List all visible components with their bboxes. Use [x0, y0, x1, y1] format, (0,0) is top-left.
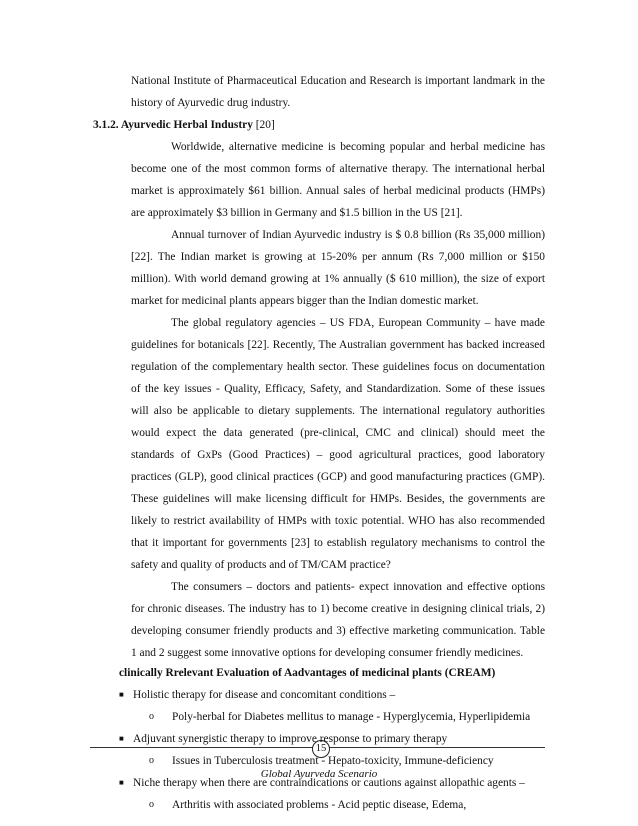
list-item-text: Adjuvant synergistic therapy to improve response to primary therapy [133, 733, 448, 745]
body-text-line: market is approximately $61 billion. Annual sales of herbal medicinal products (HMPs) [131, 185, 545, 197]
section-heading [93, 117, 275, 133]
body-text-line: National Institute of Pharmaceutical Education and Research is important landmark in the [131, 75, 545, 87]
sub-list-item-text: Arthritis with associated problems - Acid peptic disease, Edema, [172, 799, 467, 811]
body-text-line: Annual turnover of Indian Ayurvedic industry is $ 0.8 billion (Rs 35,000 million) [171, 229, 545, 241]
sub-list-item-text: Poly-herbal for Diabetes mellitus to manage - Hyperglycemia, Hyperlipidemia [172, 711, 531, 723]
body-text-line: Worldwide, alternative medicine is becoming popular and herbal medicine has [171, 141, 545, 153]
body-text-line: regulation of the complementary health sector. These guidelines focus on documentation [131, 361, 545, 373]
body-text-line: are approximately $3 billion in Germany and $1.5 billion in the US [21]. [131, 207, 463, 219]
body-text-line: The consumers – doctors and patients- expect innovation and effective options [171, 581, 545, 593]
body-text-line: of the key issues - Quality, Efficacy, Safety, and Standardization. Some of these issues [131, 383, 545, 395]
section-title: 3.1.2. Ayurvedic Herbal Industry [93, 119, 253, 131]
body-text-line: will also be applicable to dietary supplements. The international regulatory authorities [131, 405, 545, 417]
section-reference: [20] [252, 119, 275, 131]
footer-title: Global Ayurveda Scenario [260, 768, 378, 780]
sub-list-item-text: Issues in Tuberculosis treatment - Hepato-toxicity, Immune-deficiency [172, 755, 494, 767]
body-text-line: market for medicinal plants appears bigger than the Indian domestic market. [131, 295, 479, 307]
body-text-line: safety and quality of products and of TM/CAM practice? [131, 559, 391, 571]
page-number: 15 [312, 740, 330, 758]
circle-bullet-icon: o [149, 755, 154, 766]
body-text-line: million). With world demand growing at 1% annually ($ 610 million), the size of export [131, 273, 545, 285]
body-text-line: developing consumer friendly products and 3) effective marketing communication. Table [131, 625, 545, 637]
body-text-line: history of Ayurvedic drug industry. [131, 97, 291, 109]
body-text-line: These guidelines will make licensing difficult for HMPs. Besides, the governments are [131, 493, 545, 505]
circle-bullet-icon: o [149, 711, 154, 722]
body-text-line: 1 and 2 suggest some innovative options for developing consumer friendly medicines. [131, 647, 524, 659]
bullet-square-icon: ■ [119, 778, 124, 787]
body-text-line: [22]. The Indian market is growing at 15-20% per annum (Rs 7,000 million or $150 [131, 251, 545, 263]
body-text-line: practices (GLP), good clinical practices (GCP) and good manufacturing practices (GMP). [131, 471, 545, 483]
body-text-line: The global regulatory agencies – US FDA, European Community – have made [171, 317, 545, 329]
body-text-line: likely to restrict availability of HMPs with toxic potential. WHO has also recommended [131, 515, 545, 527]
body-text-line: standards of GxPs (Good Practices) – good agricultural practices, good laboratory [131, 449, 545, 461]
body-text-line: guidelines for botanicals [22]. Recently, The Australian government has backed increased [131, 339, 545, 351]
body-text-line: for chronic diseases. The industry has to 1) become creative in designing clinical trials, 2) [131, 603, 545, 615]
body-text-line: would expect the data generated (pre-clinical, CMC and clinical) should meet the [131, 427, 545, 439]
list-item-text: Holistic therapy for disease and concomitant conditions – [133, 689, 396, 701]
bullet-square-icon: ■ [119, 734, 124, 743]
circle-bullet-icon: o [149, 799, 154, 810]
cream-heading: clinically Rrelevant Evaluation of Aadvantages of medicinal plants (CREAM) [119, 667, 496, 679]
body-text-line: become one of the most common forms of alternative therapy. The international herbal [131, 163, 545, 175]
bullet-square-icon: ■ [119, 690, 124, 699]
body-text-line: that it important for governments [23] to establish regulatory mechanisms to control the [131, 537, 545, 549]
list-item-text: Niche therapy when there are contraindications or cautions against allopathic agents – [133, 777, 525, 789]
